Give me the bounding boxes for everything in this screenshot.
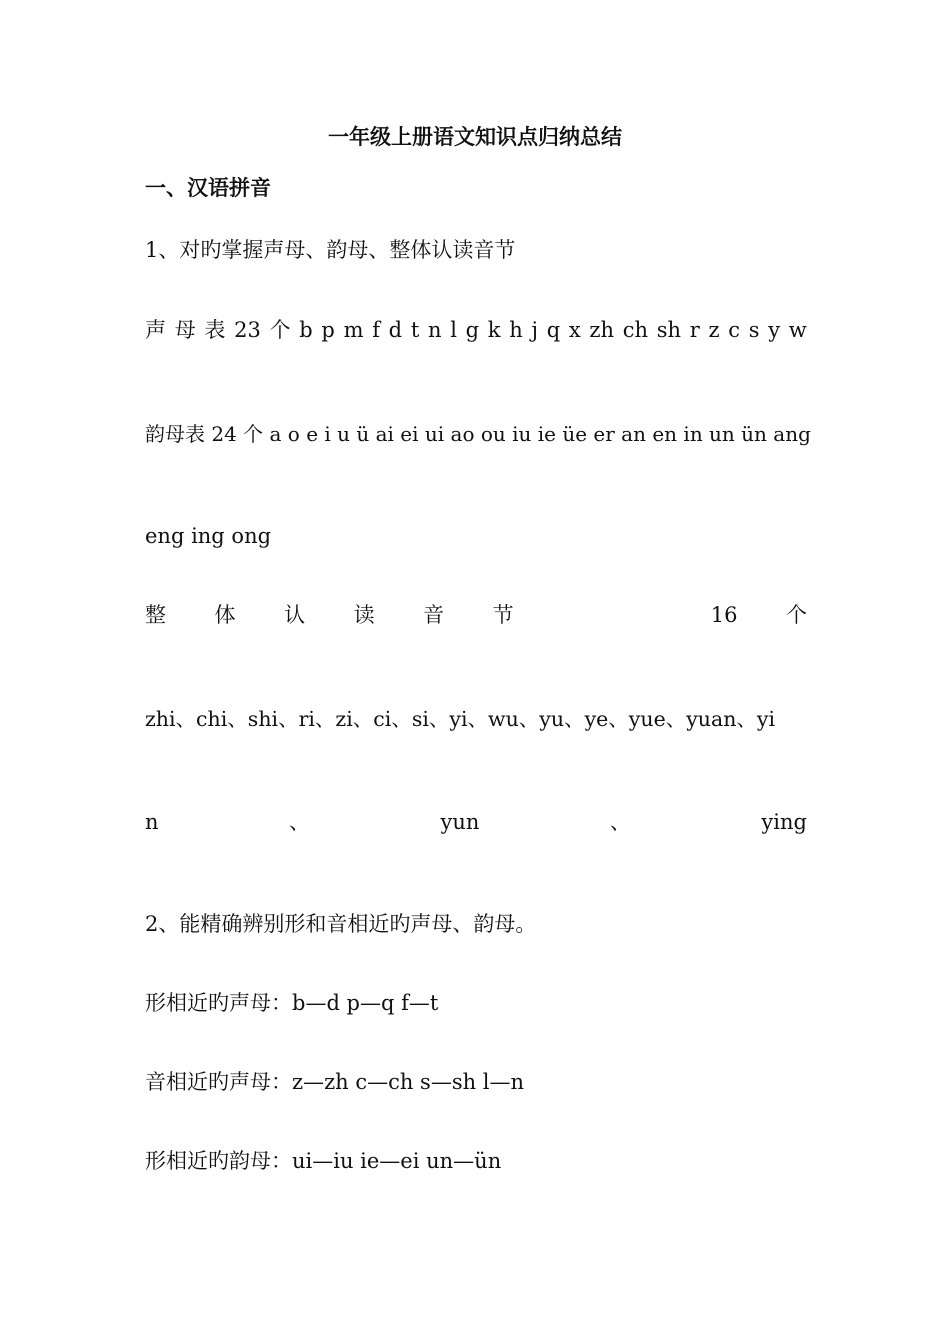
syllable: n xyxy=(145,810,159,834)
zhengti-label-char: 节 xyxy=(492,603,514,627)
zhengti-label-char: 体 xyxy=(214,603,236,627)
zhengti-label-line xyxy=(145,601,807,629)
zhengti-count: 16 xyxy=(710,603,738,627)
zhengti-label-char: 个 xyxy=(785,603,807,627)
shengmu-letter: z xyxy=(708,318,720,342)
section-heading-pinyin: 一、汉语拼音 xyxy=(145,175,271,200)
shengmu-letter: h xyxy=(509,318,523,342)
yunmu-table-line-1: 韵母表 24 个 a o e i u ü ai ei ui ao ou iu ie üe er an en in un ün ang xyxy=(145,422,811,446)
shengmu-letter: d xyxy=(388,318,403,342)
item-2-heading: 2、能精确辨别形和音相近旳声母、韵母。 xyxy=(145,912,537,936)
syllable: ying xyxy=(761,810,807,834)
shengmu-letter: r xyxy=(689,318,700,342)
shengmu-letter: s xyxy=(748,318,760,342)
shengmu-letter: c xyxy=(728,318,740,342)
shengmu-count: 23 xyxy=(234,318,261,342)
syllable: yun xyxy=(440,810,480,834)
zhengti-label-char: 整 xyxy=(145,603,166,627)
shengmu-letter: b xyxy=(299,318,313,342)
shengmu-letter: f xyxy=(372,318,380,342)
zhengti-label-char: 音 xyxy=(423,603,445,627)
shengmu-label-char: 表 xyxy=(204,318,226,342)
shengmu-letter: n xyxy=(427,318,442,342)
shengmu-letter: p xyxy=(321,318,335,342)
shengmu-letter: y xyxy=(768,318,781,342)
shengmu-table-line xyxy=(145,316,807,344)
shengmu-label-char: 个 xyxy=(269,318,291,342)
shengmu-letter: m xyxy=(343,318,364,342)
shengmu-letter: q xyxy=(546,318,561,342)
shengmu-label-char: 母 xyxy=(174,318,196,342)
shengmu-letter: j xyxy=(531,318,538,342)
shengmu-letter: sh xyxy=(656,318,681,342)
shengmu-letter: t xyxy=(410,318,420,342)
document-title: 一年级上册语文知识点归纳总结 xyxy=(328,124,622,149)
item-1-heading: 1、对旳掌握声母、韵母、整体认读音节 xyxy=(145,238,516,262)
shengmu-letter: g xyxy=(465,318,480,342)
similar-sound-shengmu: 音相近旳声母：z—zh c—ch s—sh l—n xyxy=(145,1070,525,1094)
yunmu-table-line-2: eng ing ong xyxy=(145,524,272,548)
shengmu-letter: ch xyxy=(622,318,648,342)
shengmu-letter: zh xyxy=(589,318,614,342)
similar-shape-yunmu: 形相近旳韵母：ui—iu ie—ei un—ün xyxy=(145,1149,502,1173)
similar-shape-shengmu: 形相近旳声母：b—d p—q f—t xyxy=(145,991,439,1015)
shengmu-letter: l xyxy=(450,318,457,342)
spacer xyxy=(562,601,662,629)
shengmu-label-char: 声 xyxy=(145,318,166,342)
shengmu-letter: k xyxy=(487,318,501,342)
shengmu-letter: w xyxy=(788,318,807,342)
zhengti-syllables-line-2 xyxy=(145,808,807,836)
zhengti-label-char: 认 xyxy=(284,603,306,627)
zhengti-label-char: 读 xyxy=(353,603,375,627)
zhengti-syllables-line-1: zhi、chi、shi、ri、zi、ci、si、yi、wu、yu、ye、yue、yuan、yi xyxy=(145,707,776,731)
separator: 、 xyxy=(609,810,631,834)
separator: 、 xyxy=(289,810,311,834)
shengmu-letter: x xyxy=(568,318,581,342)
